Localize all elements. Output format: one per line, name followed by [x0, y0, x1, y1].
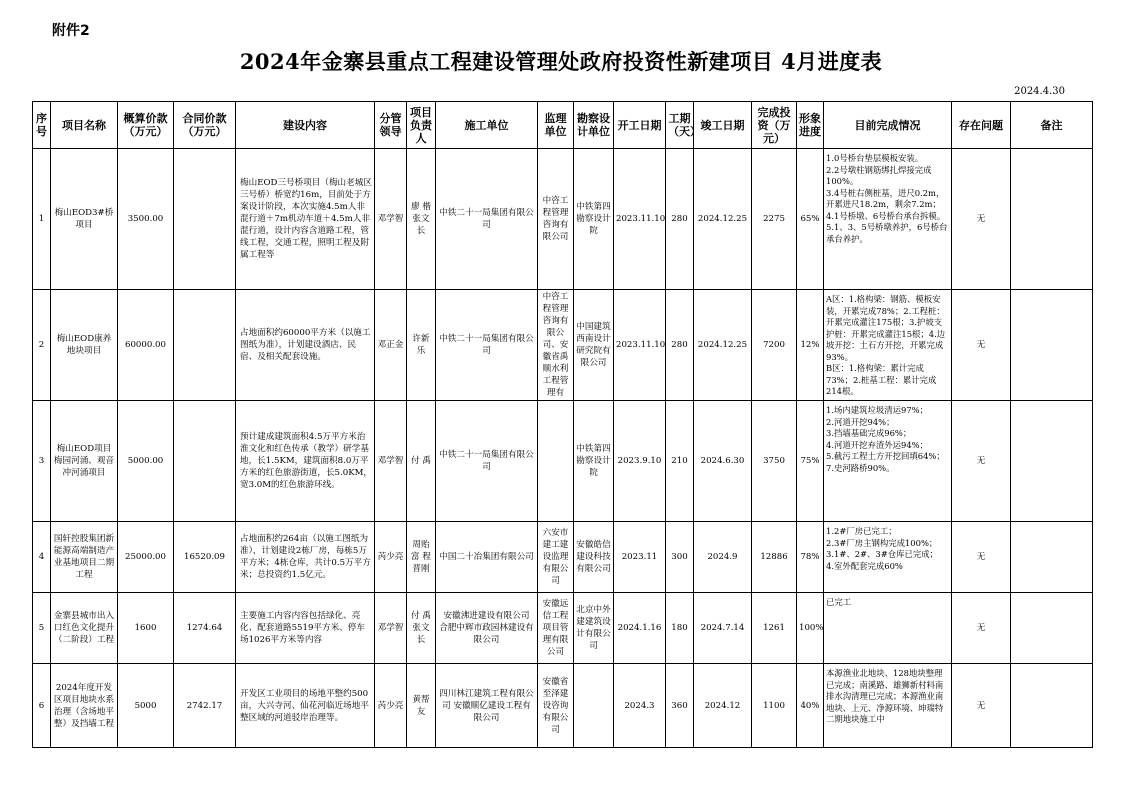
cell-duration: 180 [666, 593, 694, 664]
status-line: 3.1#、2#、3#仓库已完成； [826, 549, 939, 559]
header-leader: 分管领导 [375, 102, 407, 149]
header-no: 序号 [33, 102, 51, 149]
cell-name: 梅山EOD项目梅园河涌、观音冲河涌项目 [51, 401, 118, 522]
header-budget: 概算价款（万元） [118, 102, 174, 149]
cell-remark [1011, 522, 1093, 593]
cell-invested: 7200 [752, 290, 797, 401]
cell-invested: 3750 [752, 401, 797, 522]
cell-issue: 无 [952, 290, 1011, 401]
cell-status [824, 664, 952, 748]
table-row [33, 290, 1093, 401]
header-invested: 完成投资（万元） [752, 102, 797, 149]
page-title: 2024年金寨县重点工程建设管理处政府投资性新建项目 4月进度表 [239, 49, 883, 74]
cell-duration: 360 [666, 664, 694, 748]
cell-contract [174, 149, 236, 290]
cell-budget: 60000.00 [118, 290, 174, 401]
header-progress: 形象进度 [797, 102, 824, 149]
status-line: 3.4号桩右侧桩基，进尺0.2m，开累进尺18.2m，剩余7.2m； [826, 187, 945, 209]
cell-progress: 65% [797, 149, 824, 290]
table-row [33, 401, 1093, 522]
cell-leader: 邓学智 [375, 593, 407, 664]
status-line: 5.截污工程土方开挖回填64%； [826, 451, 945, 461]
header-contract: 合同价款（万元） [174, 102, 236, 149]
cell-leader: 邓学智 [375, 149, 407, 290]
cell-end: 2024.6.30 [694, 401, 752, 522]
cell-content: 占地面积约60000平方米（以施工图纸为准），计划建设酒店、民宿、及相关配套设施。 [236, 290, 375, 401]
cell-progress: 78% [797, 522, 824, 593]
header-duration: 工期（天） [666, 102, 694, 149]
status-line: 2.河道开挖94%； [826, 416, 895, 427]
status-line: 7.史河路桥90%。 [826, 462, 895, 473]
cell-progress: 100% [797, 593, 824, 664]
cell-leader: 芮少亮 [375, 664, 407, 748]
cell-supervisor: 安徽远信工程项目管理有限公司 [538, 593, 574, 664]
cell-remark [1011, 664, 1093, 748]
status-line: 1.场内建筑垃圾清运97%； [826, 405, 928, 415]
cell-invested: 1100 [752, 664, 797, 748]
header-remark: 备注 [1011, 102, 1093, 149]
status-line: 2.3#厂房主钢构完成100%； [826, 537, 938, 548]
cell-name: 2024年度开发区项目地块水系治理（含场地平整）及挡墙工程 [51, 664, 118, 748]
header-name: 项目名称 [51, 102, 118, 149]
cell-end: 2024.12.25 [694, 149, 752, 290]
cell-designer [574, 664, 614, 748]
cell-remark [1011, 290, 1093, 401]
cell-duration: 280 [666, 290, 694, 401]
cell-budget: 5000.00 [118, 401, 174, 522]
status-line: 5.1、3、5号桥墩养护，6号桥台承台养护。 [826, 222, 948, 244]
cell-no: 3 [33, 401, 51, 522]
cell-issue: 无 [952, 522, 1011, 593]
cell-progress: 12% [797, 290, 824, 401]
cell-builder: 中铁二十一局集团有限公司 [436, 149, 538, 290]
status-line: 1.2#厂房已完工； [826, 526, 897, 536]
cell-supervisor: 六安市建工建设监理有限公司 [538, 522, 574, 593]
cell-start: 2023.11 [614, 522, 666, 593]
header-content: 建设内容 [236, 102, 375, 149]
header-start: 开工日期 [614, 102, 666, 149]
header-status: 目前完成情况 [824, 102, 952, 149]
cell-end: 2024.9 [694, 522, 752, 593]
cell-budget: 1600 [118, 593, 174, 664]
cell-manager: 周贻富 程晋刚 [407, 522, 436, 593]
cell-manager: 许新乐 [407, 290, 436, 401]
cell-manager: 付 禹 张文长 [407, 593, 436, 664]
cell-start: 2023.9.10 [614, 401, 666, 522]
status-line: 2.2号墩柱钢筋绑扎焊接完成100%。 [826, 164, 932, 186]
cell-issue: 无 [952, 593, 1011, 664]
cell-no: 1 [33, 149, 51, 290]
cell-issue: 无 [952, 664, 1011, 748]
cell-status [824, 522, 952, 593]
status-line: B区：1.格构梁：累计完成73%；2.桩基工程：累计完成214根。 [826, 363, 937, 396]
cell-status [824, 290, 952, 401]
header-designer: 勘察设计单位 [574, 102, 614, 149]
status-line: 4.室外配套完成60% [826, 560, 903, 571]
cell-invested: 2275 [752, 149, 797, 290]
cell-budget: 3500.00 [118, 149, 174, 290]
cell-builder: 中国二十冶集团有限公司 [436, 522, 538, 593]
attachment-label: 附件2 [52, 23, 90, 39]
cell-content: 预计建成建筑面积4.5万平方米治淮文化和红色传承（教学）研学基地，长1.5KM，建筑面积8.0万平方米的红色旅游街道，长5.0KM，宽3.0M的红色旅游环线。 [236, 401, 375, 522]
cell-no: 2 [33, 290, 51, 401]
cell-designer: 中铁第四勘察设计院 [574, 149, 614, 290]
cell-invested: 12886 [752, 522, 797, 593]
cell-end: 2024.12.25 [694, 290, 752, 401]
status-line: 4.1号桥墩、6号桥台承台拆模。 [826, 210, 946, 221]
table-row [33, 664, 1093, 748]
cell-name: 国轩控股集团新能源高端制造产业基地项目二期工程 [51, 522, 118, 593]
cell-contract [174, 401, 236, 522]
cell-progress: 40% [797, 664, 824, 748]
cell-duration: 280 [666, 149, 694, 290]
cell-no: 6 [33, 664, 51, 748]
cell-end: 2024.7.14 [694, 593, 752, 664]
cell-end: 2024.12 [694, 664, 752, 748]
cell-designer: 中国建筑西南设计研究院有限公司 [574, 290, 614, 401]
header-supervisor: 监理单位 [538, 102, 574, 149]
cell-contract: 1274.64 [174, 593, 236, 664]
report-date: 2024.4.30 [1014, 86, 1065, 97]
cell-supervisor: 中咨工程管理咨询有限公司 [538, 149, 574, 290]
cell-status [824, 401, 952, 522]
cell-no: 5 [33, 593, 51, 664]
cell-remark [1011, 149, 1093, 290]
cell-builder: 中铁二十一局集团有限公司 [436, 401, 538, 522]
cell-start: 2023.11.10 [614, 290, 666, 401]
cell-builder: 安徽沸进建设有限公司 合肥中辉市政园林建设有限公司 [436, 593, 538, 664]
status-line: 4.河道开挖弃渣外运94%； [826, 439, 928, 450]
cell-leader: 邓学智 [375, 401, 407, 522]
status-line: 本源渔业北地块、128地块整理已完成；南溪路、雄狮新村料南排水沟清理已完成；本源渔业南地块、上元、净源环境、坤瑞特二期地块施工中 [826, 668, 944, 724]
cell-issue: 无 [952, 149, 1011, 290]
progress-table [32, 101, 1093, 748]
cell-content: 梅山EOD三号桥项目（梅山老城区三号桥）桥宽约16m，目前处于方案设计阶段，本次实施4.5m人非混行道＋7m机动车道＋4.5m人非混行道，设计内容含道路工程，管线工程，交通工程，照明工程及附属工程等 [236, 149, 375, 290]
cell-contract [174, 290, 236, 401]
cell-start: 2023.11.10 [614, 149, 666, 290]
header-end: 竣工日期 [694, 102, 752, 149]
cell-supervisor [538, 401, 574, 522]
cell-contract: 16520.09 [174, 522, 236, 593]
cell-budget: 5000 [118, 664, 174, 748]
status-line: 3.挡墙基础完成96%； [826, 428, 912, 438]
status-line: A区：1.格构梁：钢筋、模板安装，开累完成78%；2.工程桩：开累完成灌注175根；3.护坡支护桩：开累完成灌注15根；4.边坡开挖：土石方开挖，开累完成93%。 [826, 294, 946, 362]
cell-designer: 北京中外建建筑设计有限公司 [574, 593, 614, 664]
cell-issue: 无 [952, 401, 1011, 522]
cell-builder: 中铁二十一局集团有限公司 [436, 290, 538, 401]
cell-designer: 中铁第四勘察设计院 [574, 401, 614, 522]
cell-name: 金寨县城市出入口红色文化提升（二阶段）工程 [51, 593, 118, 664]
cell-remark [1011, 593, 1093, 664]
cell-name: 梅山EOD康养地块项目 [51, 290, 118, 401]
cell-budget: 25000.00 [118, 522, 174, 593]
cell-leader: 芮少亮 [375, 522, 407, 593]
cell-supervisor: 中咨工程管理咨询有限公司、安徽省禹顺水利工程管理有 [538, 290, 574, 401]
cell-designer: 安徽皓信建设科技有限公司 [574, 522, 614, 593]
cell-contract: 2742.17 [174, 664, 236, 748]
cell-manager: 廖 楷 张文长 [407, 149, 436, 290]
table-row [33, 593, 1093, 664]
cell-start: 2024.1.16 [614, 593, 666, 664]
cell-name: 梅山EOD3#桥项目 [51, 149, 118, 290]
cell-leader: 邓正金 [375, 290, 407, 401]
cell-start: 2024.3 [614, 664, 666, 748]
cell-builder: 四川林江建筑工程有限公司 安徽顺亿建设工程有限公司 [436, 664, 538, 748]
cell-invested: 1261 [752, 593, 797, 664]
cell-progress: 75% [797, 401, 824, 522]
header-row [33, 102, 1093, 149]
header-builder: 施工单位 [436, 102, 538, 149]
cell-manager: 黄帮友 [407, 664, 436, 748]
cell-supervisor: 安徽省至泽建设咨询有限公司 [538, 664, 574, 748]
cell-manager: 付 禹 [407, 401, 436, 522]
status-line: 1.0号桥台垫层模板安装。 [826, 153, 924, 163]
cell-content: 占地面积约264亩（以施工图纸为准），计划建设2栋厂房，每栋5万平方米；4栋仓库，共计0.5万平方米；总投资约1.5亿元。 [236, 522, 375, 593]
table-row [33, 522, 1093, 593]
cell-status [824, 593, 952, 664]
table-row [33, 149, 1093, 290]
cell-no: 4 [33, 522, 51, 593]
cell-content: 开发区工业项目的场地平整约500亩，大兴寺河、仙花河临近场地平整区域的河道驳岸治理等。 [236, 664, 375, 748]
cell-remark [1011, 401, 1093, 522]
cell-duration: 300 [666, 522, 694, 593]
cell-content: 主要施工内容内容包括绿化、亮化、配套道路5519平方米、停车场1026平方米等内容 [236, 593, 375, 664]
header-issue: 存在问题 [952, 102, 1011, 149]
cell-duration: 210 [666, 401, 694, 522]
header-manager: 项目负责人 [407, 102, 436, 149]
cell-status [824, 149, 952, 290]
status-line: 已完工 [826, 597, 852, 607]
